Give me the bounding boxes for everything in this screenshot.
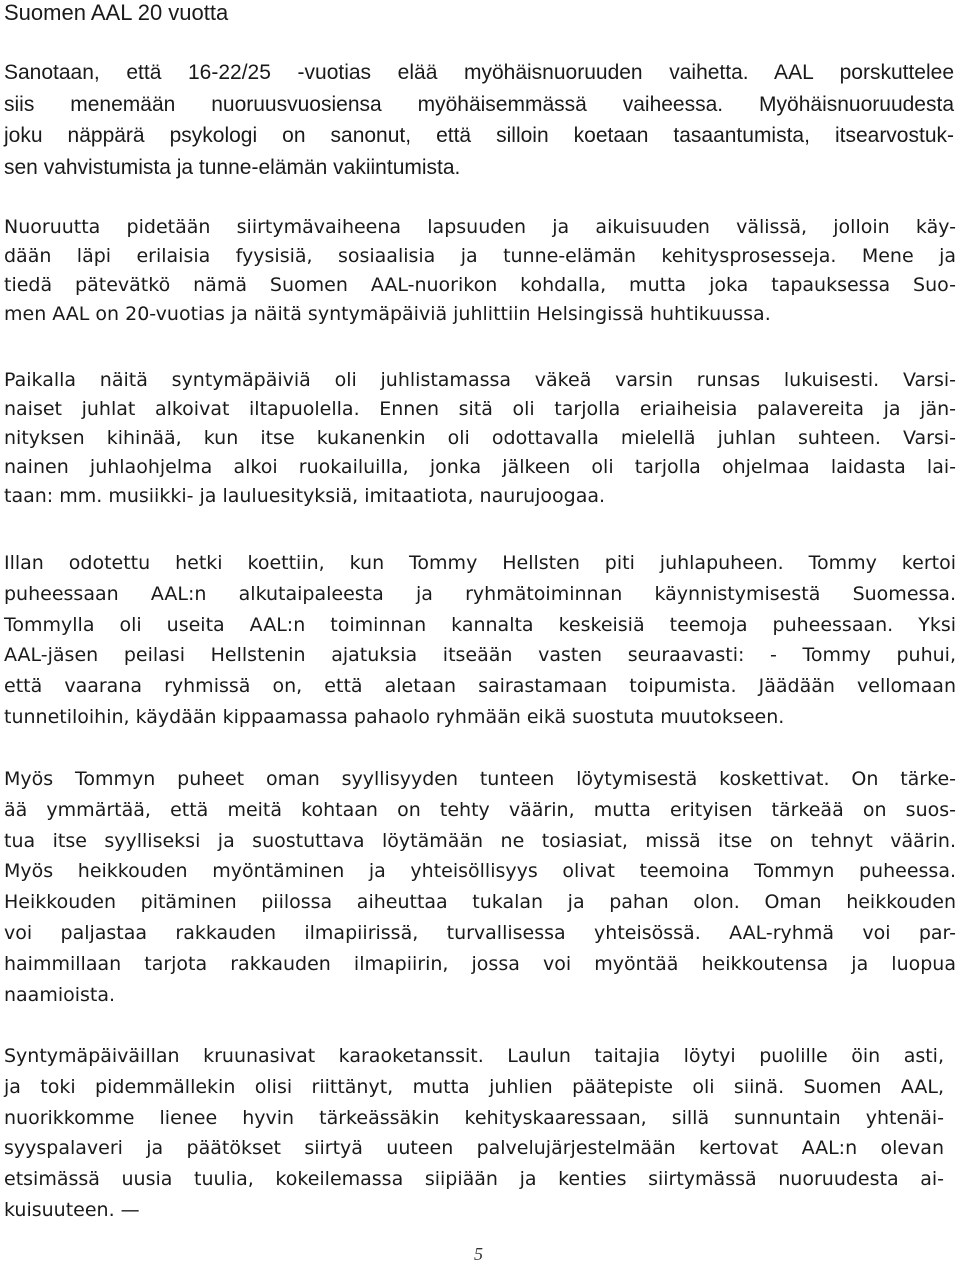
text-line: puheessaan AAL:n alkutaipaleesta ja ryhmätoiminnan käynnistymisestä Suomessa.	[4, 582, 956, 605]
text-line: dään läpi erilaisia fyysisiä, sosiaalisia ja tunne-elämän kehitysprosesseja. Mene ja	[4, 245, 956, 267]
paragraph-intro	[4, 57, 954, 183]
text-line: voi paljastaa rakkauden ilmapiirissä, turvallisessa yhteisössä. AAL-ryhmä voi par-	[4, 921, 956, 944]
page-title: Suomen AAL 20 vuotta	[4, 0, 229, 25]
paragraph-youth	[4, 213, 956, 329]
text-line: men AAL on 20-vuotias ja näitä syntymäpäiviä juhlittiin Helsingissä huhtikuussa.	[4, 303, 771, 325]
text-line: Sanotaan, että 16-22/25 -vuotias elää myöhäisnuoruuden vaihetta. AAL porskuttelee	[4, 61, 954, 84]
paragraph-karaoke	[4, 1041, 944, 1226]
paragraph-speech	[4, 548, 956, 733]
text-line: kuisuuteen. —	[4, 1198, 140, 1221]
text-line: nuorikkomme lienee hyvin tärkeässäkin kehityskaaressaan, sillä sunnuntain yhtenäi-	[4, 1106, 944, 1129]
paragraph-guilt	[4, 764, 956, 1010]
text-line: nainen juhlaohjelma alkoi ruokailuilla, jonka jälkeen oli tarjolla ohjelmaa laidasta lai-	[4, 456, 956, 478]
text-line: tua itse syylliseksi ja suostuttava löytämään ne tosiasiat, missä itse on tehnyt väärin.	[4, 829, 956, 852]
text-line: etsimässä uusia tuulia, kokeilemassa siipiään ja kenties siirtymässä nuoruudesta ai-	[4, 1168, 944, 1191]
text-line: että vaarana ryhmissä on, että aletaan sairastamaan toipumista. Jäädään vellomaan	[4, 675, 956, 698]
text-line: Nuoruutta pidetään siirtymävaiheena lapsuuden ja aikuisuuden välissä, jolloin käy-	[4, 216, 956, 238]
text-line: ja toki pidemmällekin olisi riittänyt, mutta juhlien päätepiste oli siinä. Suomen AAL,	[4, 1075, 944, 1098]
text-line: naamioista.	[4, 983, 116, 1006]
text-line: Illan odotettu hetki koettiin, kun Tommy Hellsten piti juhlapuheen. Tommy kertoi	[4, 552, 956, 574]
text-line: Paikalla näitä syntymäpäiviä oli juhlistamassa väkeä varsin runsas lukuisesti. Varsi-	[4, 369, 956, 391]
text-line: Myös Tommyn puheet oman syyllisyyden tunteen löytymisestä koskettivat. On tärke-	[4, 768, 956, 790]
text-line: Heikkouden pitäminen piilossa aiheuttaa tukalan ja pahan olon. Oman heikkouden	[4, 891, 956, 914]
text-line: Syntymäpäiväillan kruunasivat karaoketanssit. Laulun taitajia löytyi puolille öin asti,	[4, 1045, 944, 1067]
text-line: Myös heikkouden myöntäminen ja yhteisöllisyys olivat teemoina Tommyn puheessa.	[4, 860, 956, 883]
text-line: ää ymmärtää, että meitä kohtaan on tehty väärin, mutta erityisen tärkeää on suos-	[4, 798, 956, 821]
text-line: taan: mm. musiikki- ja lauluesityksiä, imitaatiota, naurujoogaa.	[4, 485, 606, 507]
text-line: nityksen kihinää, kun itse kukanenkin oli odottavalla mielellä juhlan suhteen. Varsi-	[4, 427, 956, 449]
text-line: naiset juhlat alkoivat iltapuolella. Ennen sitä oli tarjolla eriaiheisia palavereita ja jän-	[4, 398, 956, 420]
text-line: syyspalaveri ja päätökset siirtyä uuteen palvelujärjestelmään kertovat AAL:n olevan	[4, 1137, 944, 1160]
text-line: AAL-jäsen peilasi Hellstenin ajatuksia itseään vasten seuraavasti: - Tommy puhui,	[4, 644, 956, 667]
paragraph-party	[4, 366, 956, 511]
text-line: tiedä pätevätkö nämä Suomen AAL-nuorikon kohdalla, mutta joka tapauksessa Suo-	[4, 274, 956, 296]
text-line: tunnetiloihin, käydään kippaamassa pahaolo ryhmään eikä suostuta muutokseen.	[4, 705, 785, 728]
text-line: sen vahvistumista ja tunne-elämän vakiintumista.	[4, 155, 461, 179]
text-line: Tommylla oli useita AAL:n toiminnan kannalta keskeisiä teemoja puheessaan. Yksi	[4, 613, 956, 636]
text-line: siis menemään nuoruusvuosiensa myöhäisemmässä vaiheessa. Myöhäisnuoruudesta	[4, 92, 954, 116]
text-line: haimmillaan tarjota rakkauden ilmapiirin, jossa voi myöntää heikkoutensa ja luopua	[4, 952, 956, 975]
text-line: joku näppärä psykologi on sanonut, että silloin koetaan tasaantumista, itsearvostuk-	[4, 124, 954, 147]
page-number: 5	[474, 1244, 483, 1264]
